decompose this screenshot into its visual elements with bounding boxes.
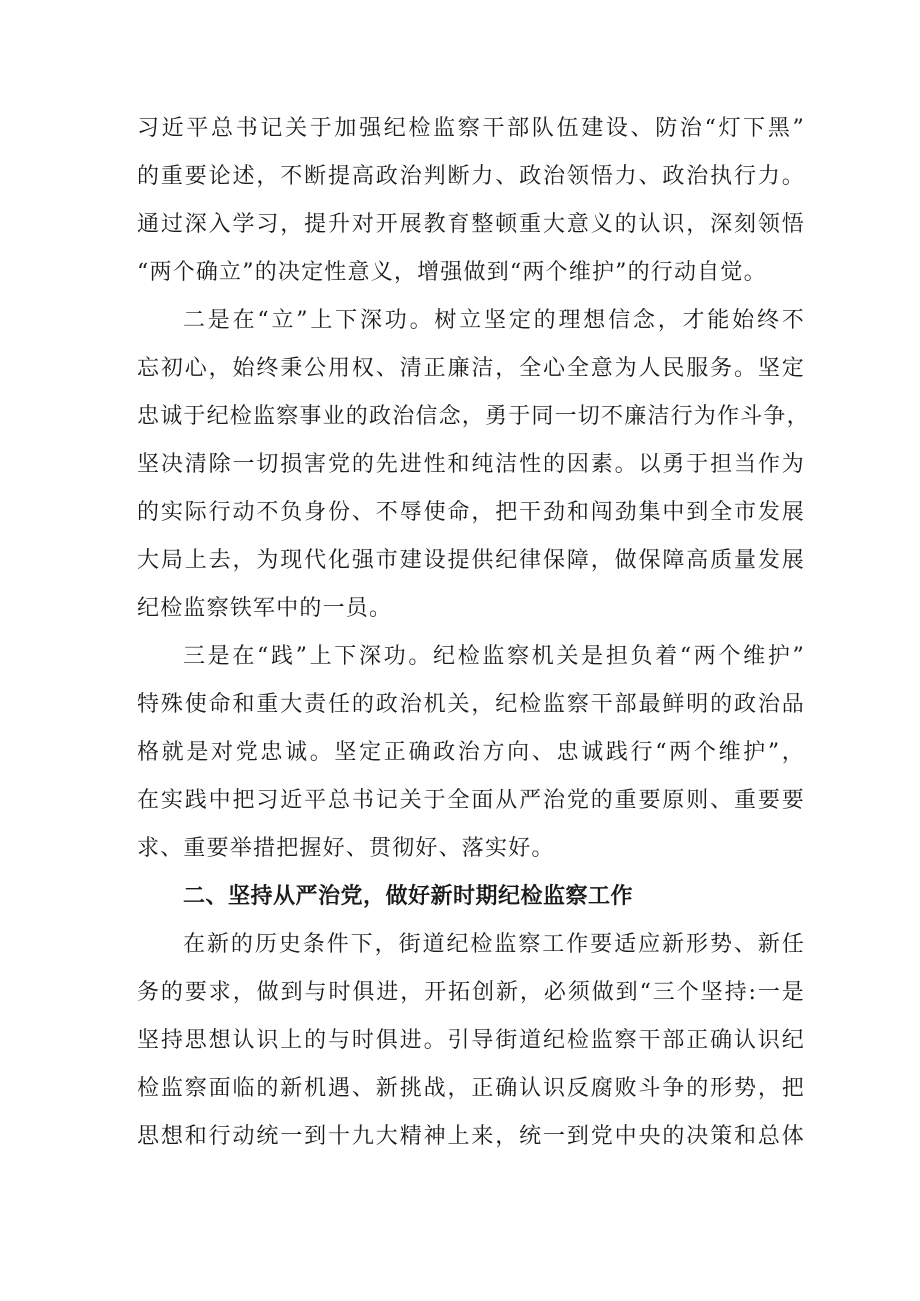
paragraph-start-line: 在新的历史条件下，街道纪检监察工作要适应新形势、新任 bbox=[183, 932, 805, 957]
text-line: 思想和行动统一到十九大精神上来，统一到党中央的决策和总体 bbox=[137, 1124, 805, 1149]
text-line: 纪检监察铁军中的一员。 bbox=[137, 596, 393, 621]
text-line: 的重要论述，不断提高政治判断力、政治领悟力、政治执行力。 bbox=[137, 164, 805, 189]
text-line: 在实践中把习近平总书记关于全面从严治党的重要原则、重要要 bbox=[137, 788, 805, 813]
section-heading: 二、坚持从严治党，做好新时期纪检监察工作 bbox=[183, 884, 634, 909]
text-line: 坚决清除一切损害党的先进性和纯洁性的因素。以勇于担当作为 bbox=[137, 452, 805, 477]
text-line: 格就是对党忠诚。坚定正确政治方向、忠诚践行“两个维护”， bbox=[137, 740, 805, 765]
text-line: 忘初心，始终秉公用权、清正廉洁，全心全意为人民服务。坚定 bbox=[137, 356, 805, 381]
text-line: 的实际行动不负身份、不辱使命，把干劲和闯劲集中到全市发展 bbox=[137, 500, 805, 525]
text-line: 忠诚于纪检监察事业的政治信念，勇于同一切不廉洁行为作斗争， bbox=[137, 404, 810, 429]
text-line: 坚持思想认识上的与时俱进。引导街道纪检监察干部正确认识纪 bbox=[137, 1028, 805, 1053]
text-line: 特殊使命和重大责任的政治机关，纪检监察干部最鲜明的政治品 bbox=[137, 692, 805, 717]
text-line: “两个确立”的决定性意义，增强做到“两个维护”的行动自觉。 bbox=[137, 260, 767, 285]
document-body bbox=[137, 105, 810, 1161]
text-line: 检监察面临的新机遇、新挑战，正确认识反腐败斗争的形势，把 bbox=[137, 1076, 805, 1101]
text-line: 通过深入学习，提升对开展教育整顿重大意义的认识，深刻领悟 bbox=[137, 212, 805, 237]
text-line: 求、重要举措把握好、贯彻好、落实好。 bbox=[137, 836, 555, 861]
text-line: 习近平总书记关于加强纪检监察干部队伍建设、防治“灯下黑” bbox=[137, 116, 805, 141]
text-line: 务的要求，做到与时俱进，开拓创新，必须做到“三个坚持:一是 bbox=[137, 980, 805, 1005]
text-line: 大局上去，为现代化强市建设提供纪律保障，做保障高质量发展 bbox=[137, 548, 805, 573]
paragraph-start-line: 三是在“践”上下深功。纪检监察机关是担负着“两个维护” bbox=[183, 644, 805, 669]
paragraph-start-line: 二是在“立”上下深功。树立坚定的理想信念，才能始终不 bbox=[183, 308, 805, 333]
